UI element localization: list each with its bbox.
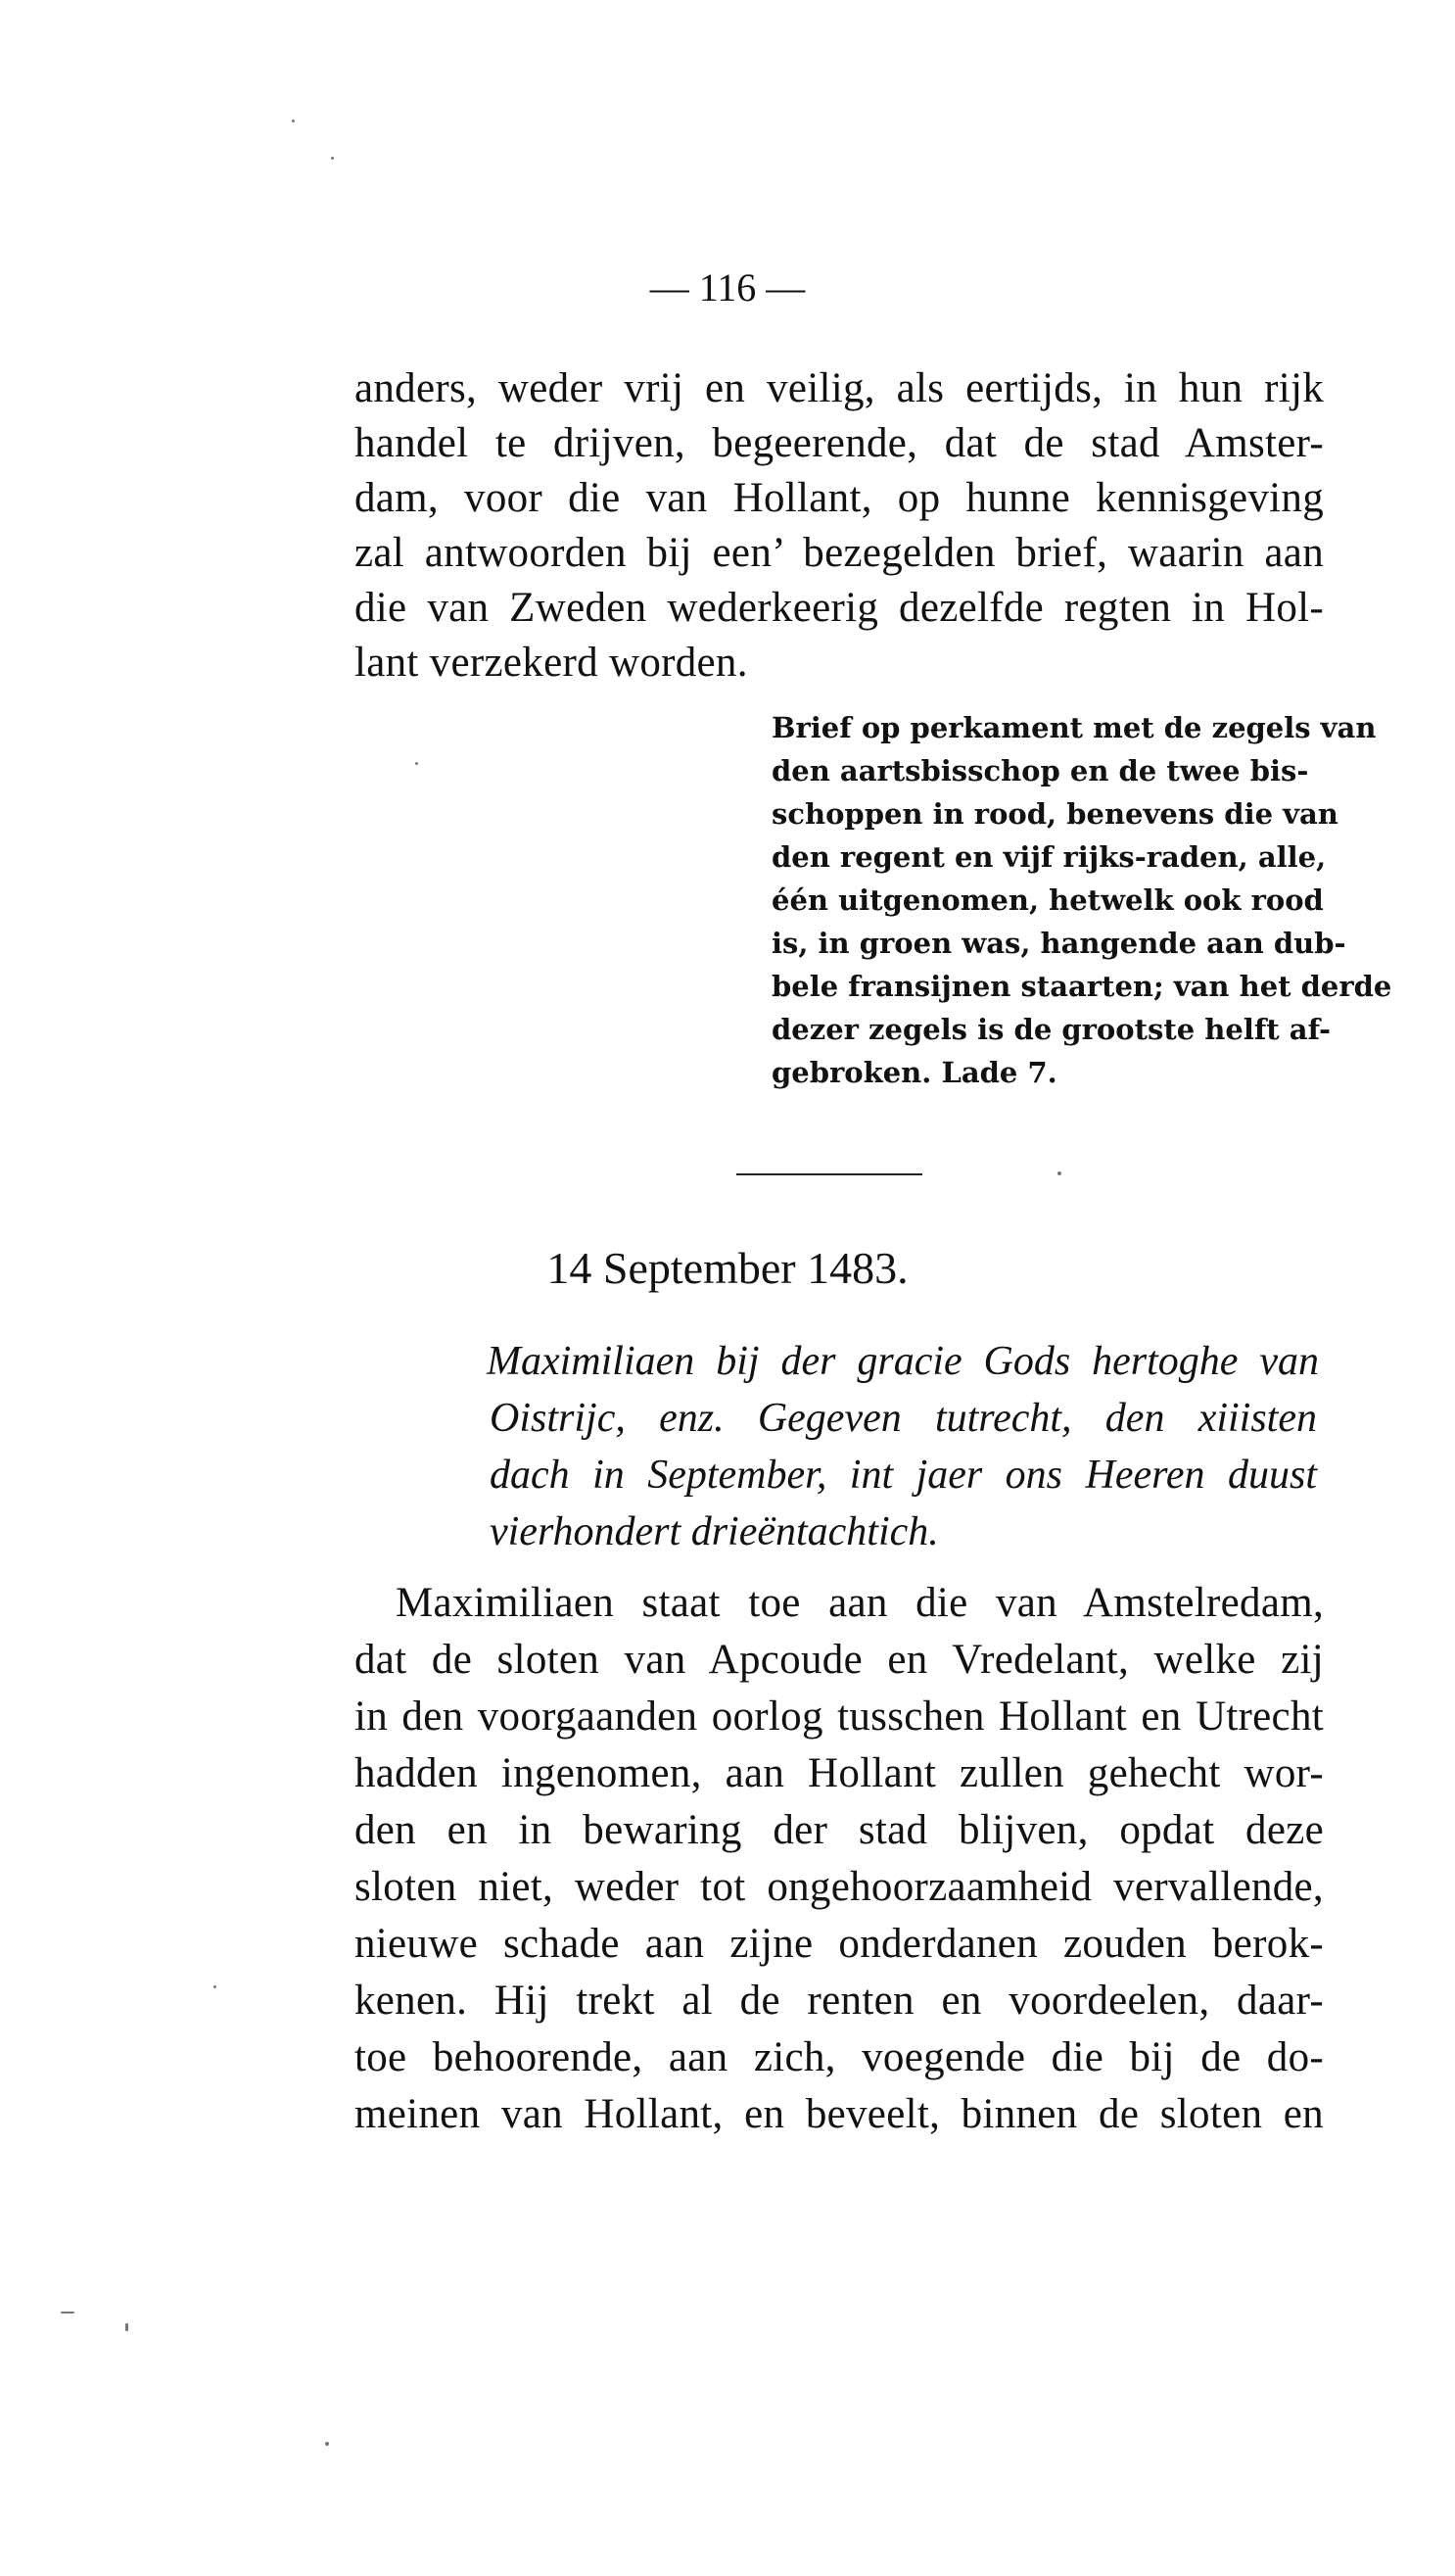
section-divider — [736, 1173, 922, 1175]
paper-speck — [1057, 1171, 1061, 1175]
paragraph-1-line: die van Zweden wederkeerig dezelfde regten in Hol- — [354, 585, 1324, 631]
paragraph-2-line: hadden ingenomen, aan Hollant zullen gehecht wor- — [354, 1750, 1324, 1796]
document-summary-line: Maximiliaen bij der gracie Gods hertoghe van — [487, 1339, 1319, 1384]
document-summary-line: dach in September, int jaer ons Heeren duust — [490, 1453, 1317, 1498]
paragraph-2-line: meinen van Hollant, en beveelt, binnen de sloten en — [354, 2091, 1324, 2137]
paper-speck — [213, 1985, 216, 1988]
paragraph-1-line: anders, weder vrij en veilig, als eertijds, in hun rijk — [354, 365, 1324, 411]
paragraph-2-line: dat de sloten van Apcoude en Vredelant, welke zij — [354, 1637, 1324, 1683]
paragraph-2-line: Maximiliaen staat toe aan die van Amstelredam, — [396, 1580, 1324, 1626]
document-summary-line: Oistrijc, enz. Gegeven tutrecht, den xiiisten — [490, 1396, 1317, 1441]
seal-description-line: één uitgenomen, hetwelk ook rood — [772, 883, 1324, 917]
seal-description-line: den regent en vijf rijks-raden, alle, — [772, 840, 1327, 874]
paper-speck — [325, 2442, 329, 2446]
paragraph-2-line: nieuwe schade aan zijne onderdanen zouden berok- — [354, 1921, 1324, 1967]
paragraph-1-line: handel te drijven, begeerende, dat de stad Amster- — [354, 420, 1324, 466]
seal-description-line: dezer zegels is de grootste helft af- — [772, 1013, 1332, 1046]
paper-speck — [415, 762, 418, 765]
paragraph-2-line: den en in bewaring der stad blijven, opdat deze — [354, 1807, 1324, 1853]
seal-description-line: Brief op perkament met de zegels van — [772, 711, 1377, 744]
seal-description-line: gebroken. Lade 7. — [772, 1056, 1057, 1089]
seal-description-line: den aartsbisschop en de twee bis- — [772, 754, 1309, 787]
paper-speck — [292, 119, 295, 122]
seal-description-line: is, in groen was, hangende aan dub- — [772, 927, 1346, 960]
paper-speck — [331, 157, 334, 160]
paragraph-2-line: toe behoorende, aan zich, voegende die bij de do- — [354, 2034, 1324, 2080]
paragraph-1-line: lant verzekerd worden. — [354, 640, 748, 686]
document-summary-line: vierhondert drieëntachtich. — [490, 1509, 939, 1554]
section-date: 14 September 1483. — [546, 1243, 909, 1293]
paragraph-2-line: in den voorgaanden oorlog tusschen Hollant en Utrecht — [354, 1693, 1324, 1740]
seal-description-line: schoppen in rood, benevens die van — [772, 797, 1338, 831]
paragraph-1-line: dam, voor die van Hollant, op hunne kennisgeving — [354, 475, 1324, 521]
paper-speck — [125, 2323, 128, 2331]
page-number: — 116 — — [649, 265, 806, 310]
seal-description-line: bele fransijnen staarten; van het derde — [772, 970, 1392, 1003]
paragraph-2-line: sloten niet, weder tot ongehoorzaamheid vervallende, — [354, 1864, 1324, 1910]
paragraph-2-line: kenen. Hij trekt al de renten en voordeelen, daar- — [354, 1978, 1324, 2024]
paragraph-1-line: zal antwoorden bij een’ bezegelden brief, waarin aan — [354, 530, 1324, 576]
paper-speck — [61, 2312, 74, 2314]
